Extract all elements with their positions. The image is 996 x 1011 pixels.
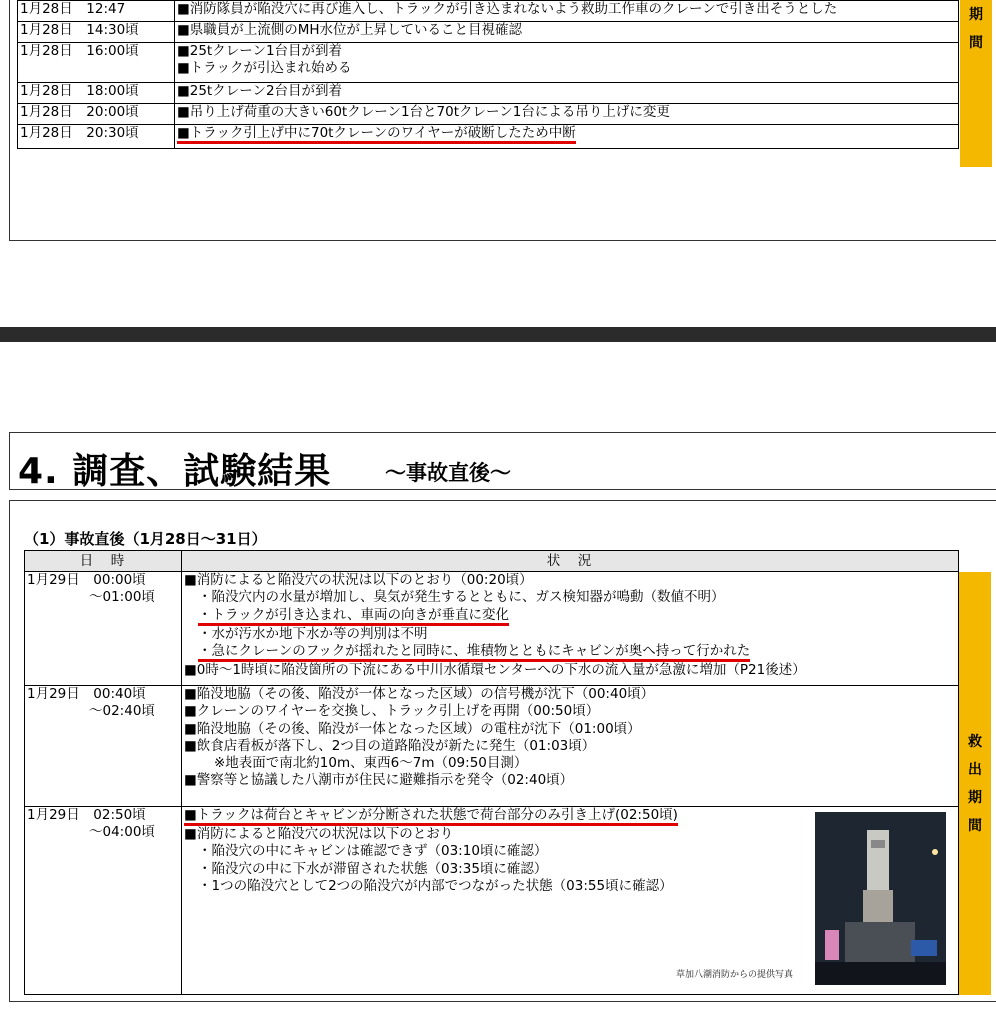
sidebar-char: 期 — [969, 7, 983, 23]
status-line: ■消防によると陥没穴の状況は以下のとおり — [184, 826, 454, 842]
table-row — [18, 1, 959, 22]
status-cell: ■吊り上げ荷重の大きい60tクレーン1台と70tクレーン1台による吊り上げに変更 — [175, 104, 959, 125]
date-cell: 1月28日 16:00頃 — [18, 43, 175, 83]
period-sidebar-top — [960, 0, 992, 167]
sidebar-char: 間 — [969, 35, 983, 51]
status-line: ■飲食店看板が落下し、2つ目の道路陥没が新たに発生（01:03頃） — [184, 737, 596, 754]
header-date: 日 時 — [25, 551, 182, 572]
date-cell: 1月28日 20:30頃 — [18, 125, 175, 149]
status-line — [184, 643, 956, 662]
section-title: （1）事故直後（1月28日～31日） — [24, 530, 267, 548]
status-line: ■クレーンのワイヤーを交換し、トラック引上げを再開（00:50頃） — [184, 703, 600, 720]
sidebar-char: 間 — [968, 818, 982, 834]
status-cell: ■消防隊員が陥没穴に再び進入し、トラックが引き込まれないよう救助工作車のクレーンで引き出そうとした — [175, 1, 959, 22]
sidebar-char: 救 — [968, 734, 982, 750]
date-start: 1月29日 02:50頃 — [27, 807, 146, 823]
date-start: 1月29日 00:00頃 — [27, 572, 146, 588]
date-cell — [25, 572, 182, 686]
status-line: ■25tクレーン1台目が到着 — [177, 43, 343, 59]
status-line: ・陥没穴の中に下水が滞留された状態（03:35頃に確認） — [198, 860, 548, 877]
highlighted-status: ■トラックは荷台とキャビンが分断された状態で荷台部分のみ引き上げ(02:50頃) — [184, 808, 678, 826]
status-line: ■警察等と協議した八潮市が住民に避難指示を発令（02:40頃） — [184, 772, 574, 789]
date-cell — [25, 686, 182, 807]
date-start: 1月29日 00:40頃 — [27, 686, 146, 702]
status-line: ※地表面で南北約10m、東西6～7m（09:50目測） — [214, 755, 528, 772]
table-row — [25, 686, 959, 807]
table-row — [18, 43, 959, 83]
status-cell: ■県職員が上流側のMH水位が上昇していること目視確認 — [175, 22, 959, 43]
sidebar-char: 出 — [968, 762, 982, 778]
status-cell — [182, 572, 959, 686]
sidebar-char: 期 — [968, 790, 982, 806]
timeline-table-top — [17, 0, 959, 149]
rescue-period-sidebar — [959, 572, 991, 995]
table-row — [18, 125, 959, 149]
status-line: ・1つの陥没穴として2つの陥没穴が内部でつながった状態（03:55頃に確認） — [198, 877, 673, 894]
table-row — [18, 104, 959, 125]
date-end: ～01:00頃 — [89, 589, 155, 606]
highlighted-status: ・急にクレーンのフックが揺れたと同時に、堆積物とともにキャビンが奥へ持って行かれた — [198, 644, 750, 662]
photo-illustration — [815, 812, 946, 985]
rescue-photo — [815, 812, 946, 985]
date-cell: 1月28日 14:30頃 — [18, 22, 175, 43]
status-line: ・陥没穴内の水量が増加し、臭気が発生するとともに、ガス検知器が鳴動（数値不明） — [198, 589, 725, 606]
table-row — [25, 572, 959, 686]
date-end: ～04:00頃 — [89, 824, 155, 841]
status-line: ・陥没穴の中にキャビンは確認できず（03:10頃に確認） — [198, 843, 548, 860]
date-cell — [25, 807, 182, 995]
date-cell: 1月28日 18:00頃 — [18, 83, 175, 104]
status-line: ■陥没地脇（その後、陥没が一体となった区域）の電柱が沈下（01:00頃） — [184, 720, 641, 737]
status-cell: ■25tクレーン2台目が到着 — [175, 83, 959, 104]
highlighted-status: ・トラックが引き込まれ、車両の向きが垂直に変化 — [198, 608, 509, 626]
date-cell: 1月28日 20:00頃 — [18, 104, 175, 125]
table-row — [18, 83, 959, 104]
status-cell — [175, 43, 959, 83]
highlighted-status: ■トラック引上げ中に70tクレーンのワイヤーが破断したため中断 — [177, 126, 576, 144]
date-end: ～02:40頃 — [89, 703, 155, 720]
status-cell — [175, 125, 959, 149]
status-line: ■陥没地脇（その後、陥没が一体となった区域）の信号機が沈下（00:40頃） — [184, 686, 655, 702]
page-subtitle: ～事故直後～ — [385, 461, 511, 485]
page-title: 4. 調査、試験結果 — [18, 451, 332, 492]
table-row — [18, 22, 959, 43]
date-cell: 1月28日 12:47 — [18, 1, 175, 22]
header-status: 状 況 — [182, 551, 959, 572]
photo-caption: 草加八潮消防からの提供写真 — [676, 970, 794, 980]
status-cell — [182, 686, 959, 807]
status-line — [184, 607, 956, 626]
status-line: ■0時～1時頃に陥没箇所の下流にある中川水循環センターへの下水の流入量が急激に増加（P21後述） — [184, 661, 806, 678]
slide-divider — [0, 327, 996, 342]
status-line: ■トラックが引込まれ始める — [177, 60, 352, 76]
status-line: ■消防によると陥没穴の状況は以下のとおり（00:20頃） — [184, 572, 533, 588]
table-header-row — [25, 551, 959, 572]
status-line: ・水が汚水か地下水か等の判別は不明 — [198, 625, 428, 642]
